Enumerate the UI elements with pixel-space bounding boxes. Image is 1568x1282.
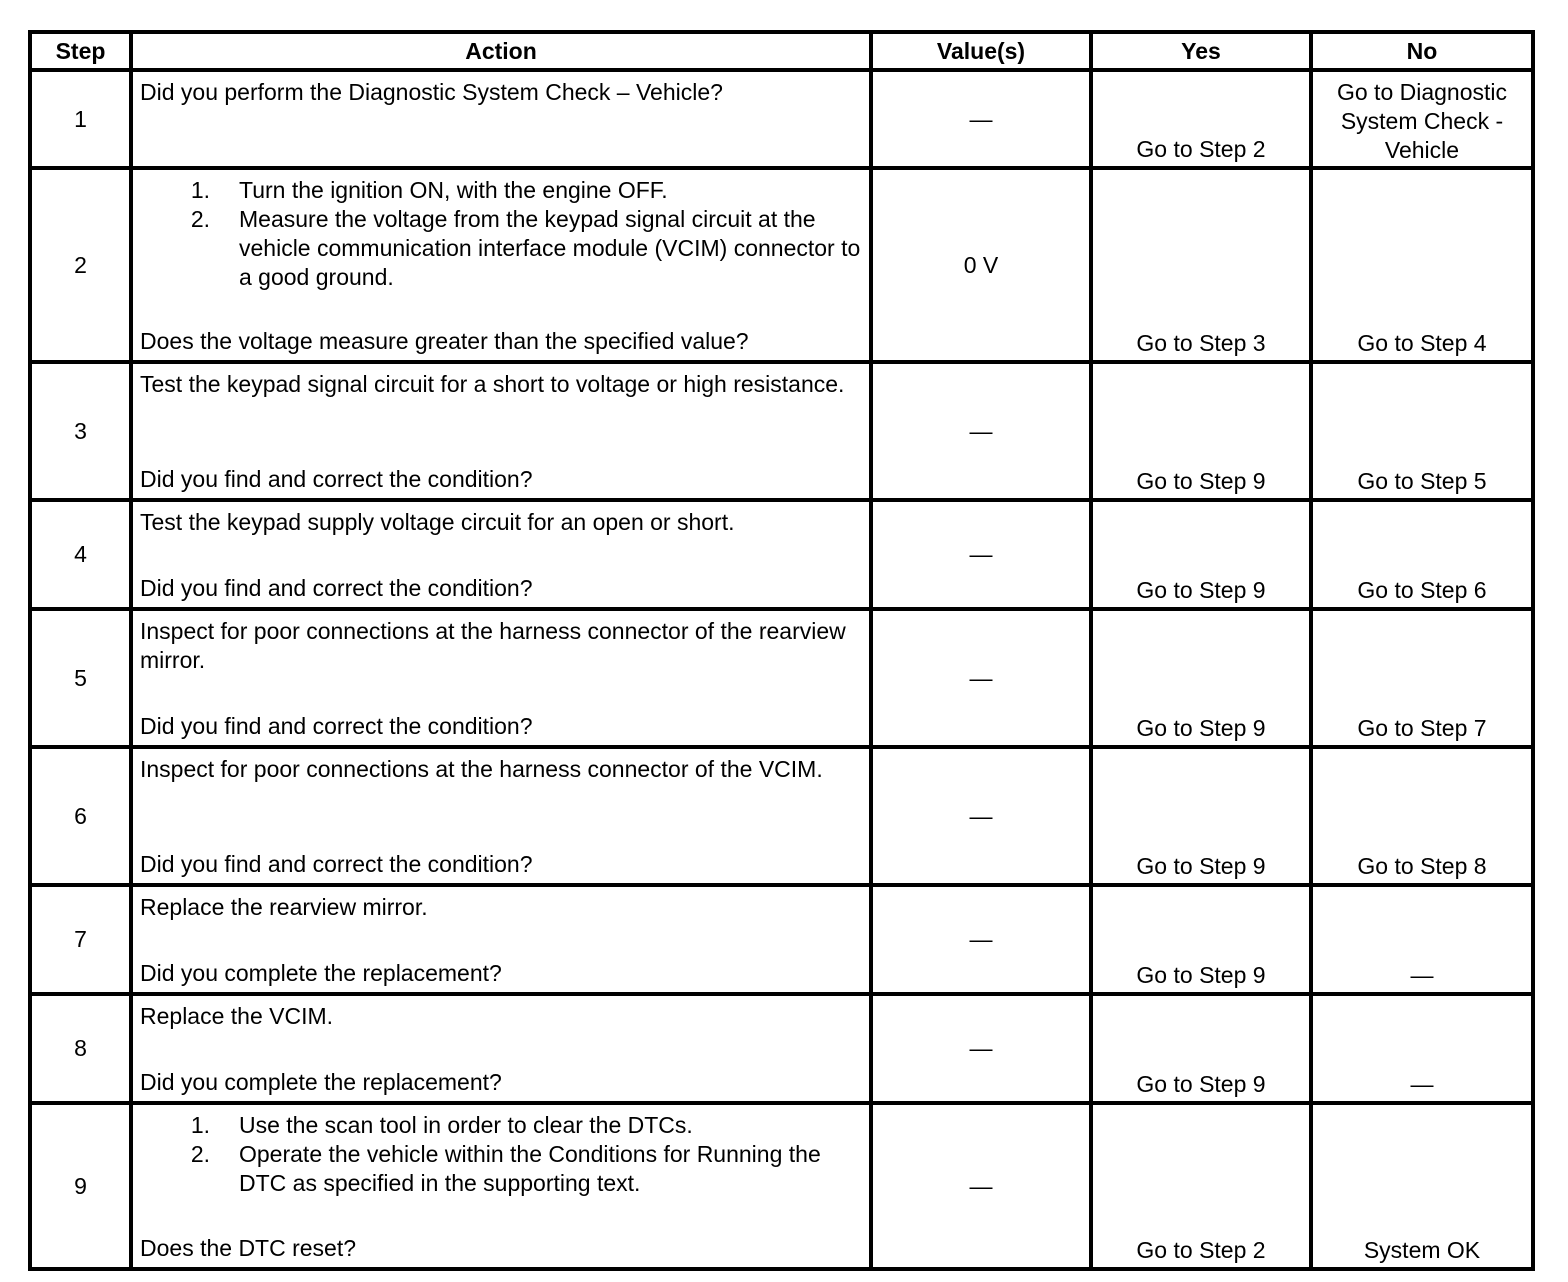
step-number: 6: [30, 747, 131, 885]
no-cell: System OK: [1311, 1103, 1533, 1269]
action-instruction: Replace the rearview mirror.: [140, 894, 428, 920]
value-cell: —: [871, 1103, 1091, 1269]
table-row: [30, 1103, 1533, 1269]
action-cell: [131, 609, 871, 747]
yes-cell: Go to Step 9: [1091, 747, 1311, 885]
step-number: 1: [30, 70, 131, 168]
yes-cell: Go to Step 9: [1091, 609, 1311, 747]
value-cell: —: [871, 70, 1091, 168]
action-instruction: Did you perform the Diagnostic System Check – Vehicle?: [140, 79, 723, 105]
yes-cell: Go to Step 9: [1091, 994, 1311, 1103]
value-cell: 0 V: [871, 168, 1091, 362]
action-question: Did you complete the replacement?: [140, 960, 502, 986]
header-action: Action: [131, 32, 871, 70]
substep-number: 2.: [190, 1141, 210, 1167]
diagnostic-table: [28, 30, 1535, 1271]
no-cell: Go to Step 8: [1311, 747, 1533, 885]
table-row: [30, 885, 1533, 994]
action-cell: [131, 70, 871, 168]
substep-list: [140, 176, 863, 292]
yes-cell: Go to Step 2: [1091, 70, 1311, 168]
header-step: Step: [30, 32, 131, 70]
substep-text: Measure the voltage from the keypad signal circuit at the vehicle communication interface module (VCIM) connector to a good ground.: [239, 206, 861, 290]
action-instruction: Inspect for poor connections at the harness connector of the VCIM.: [140, 756, 823, 782]
header-row: [30, 32, 1533, 70]
action-question: Does the voltage measure greater than the specified value?: [140, 328, 749, 354]
value-cell: —: [871, 609, 1091, 747]
substep-item: [140, 176, 863, 205]
action-cell: [131, 885, 871, 994]
no-cell: Go to Step 4: [1311, 168, 1533, 362]
no-cell: Go to Step 7: [1311, 609, 1533, 747]
action-question: Does the DTC reset?: [140, 1235, 357, 1261]
no-cell: Go to Step 5: [1311, 362, 1533, 500]
value-cell: —: [871, 500, 1091, 609]
header-values: Value(s): [871, 32, 1091, 70]
header-no: No: [1311, 32, 1533, 70]
substep-text: Operate the vehicle within the Conditions for Running the DTC as specified in the supporting text.: [239, 1141, 821, 1196]
step-number: 2: [30, 168, 131, 362]
table-row: [30, 70, 1533, 168]
action-instruction: Inspect for poor connections at the harness connector of the rearview mirror.: [140, 618, 846, 673]
action-question: Did you find and correct the condition?: [140, 466, 533, 492]
yes-cell: Go to Step 2: [1091, 1103, 1311, 1269]
action-cell: [131, 168, 871, 362]
no-cell: —: [1311, 885, 1533, 994]
yes-cell: Go to Step 9: [1091, 500, 1311, 609]
action-cell: [131, 500, 871, 609]
header-yes: Yes: [1091, 32, 1311, 70]
substep-number: 2.: [190, 206, 210, 232]
substep-number: 1.: [190, 177, 210, 203]
value-cell: —: [871, 885, 1091, 994]
value-cell: —: [871, 994, 1091, 1103]
table-row: [30, 168, 1533, 362]
action-cell: [131, 994, 871, 1103]
substep-text: Turn the ignition ON, with the engine OFF.: [239, 177, 668, 203]
yes-cell: Go to Step 3: [1091, 168, 1311, 362]
table-row: [30, 500, 1533, 609]
step-number: 5: [30, 609, 131, 747]
substep-item: [140, 205, 863, 292]
substep-list: [140, 1111, 863, 1198]
no-cell: Go to Diagnostic System Check - Vehicle: [1311, 70, 1533, 168]
step-number: 3: [30, 362, 131, 500]
no-cell: —: [1311, 994, 1533, 1103]
action-cell: [131, 747, 871, 885]
table-row: [30, 994, 1533, 1103]
value-cell: —: [871, 747, 1091, 885]
step-number: 9: [30, 1103, 131, 1269]
action-instruction: Replace the VCIM.: [140, 1003, 334, 1029]
action-instruction: Test the keypad signal circuit for a short to voltage or high resistance.: [140, 371, 845, 397]
action-cell: [131, 1103, 871, 1269]
value-cell: —: [871, 362, 1091, 500]
table-row: [30, 362, 1533, 500]
substep-item: [140, 1111, 863, 1140]
action-instruction: Test the keypad supply voltage circuit for an open or short.: [140, 509, 735, 535]
substep-item: [140, 1140, 863, 1198]
table-row: [30, 747, 1533, 885]
step-number: 4: [30, 500, 131, 609]
substep-text: Use the scan tool in order to clear the DTCs.: [239, 1112, 693, 1138]
action-cell: [131, 362, 871, 500]
action-question: Did you find and correct the condition?: [140, 575, 533, 601]
step-number: 7: [30, 885, 131, 994]
action-question: Did you find and correct the condition?: [140, 713, 533, 739]
yes-cell: Go to Step 9: [1091, 885, 1311, 994]
no-cell: Go to Step 6: [1311, 500, 1533, 609]
action-question: Did you find and correct the condition?: [140, 851, 533, 877]
step-number: 8: [30, 994, 131, 1103]
action-question: Did you complete the replacement?: [140, 1069, 502, 1095]
table-row: [30, 609, 1533, 747]
yes-cell: Go to Step 9: [1091, 362, 1311, 500]
substep-number: 1.: [190, 1112, 210, 1138]
